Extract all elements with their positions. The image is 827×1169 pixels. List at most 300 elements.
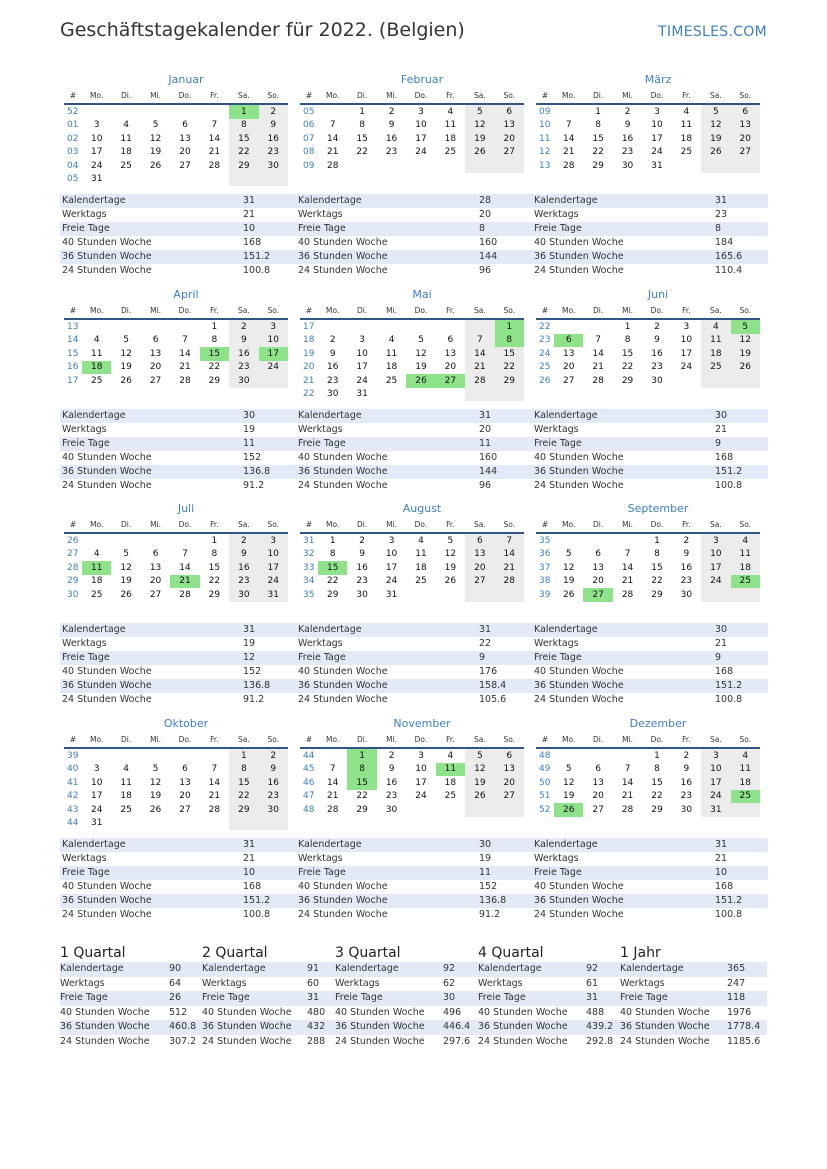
month-stats	[532, 623, 768, 707]
week-row	[64, 374, 288, 388]
week-number: 42	[67, 791, 79, 802]
day-cell: 1	[654, 750, 660, 761]
stat-value: 151.2	[715, 680, 743, 691]
stat-row	[296, 866, 532, 880]
weekday-header: #	[64, 732, 82, 748]
day-cell	[554, 533, 583, 548]
day-cell: 15	[356, 133, 368, 144]
stat-label: 36 Stunden Woche	[62, 466, 152, 477]
stat-row	[60, 908, 296, 922]
stat-row	[532, 623, 768, 637]
day-cell: 17	[701, 776, 730, 790]
weekday-header: Mi.	[377, 732, 406, 748]
brand-logo[interactable]: TIMESLES.COM	[658, 24, 767, 40]
stat-value: 110.4	[715, 265, 743, 276]
day-cell: 16	[621, 133, 634, 144]
summary-row	[620, 977, 767, 992]
stat-row	[296, 208, 532, 222]
week-number: 16	[67, 362, 79, 373]
summary-value: 432	[307, 1021, 326, 1033]
stat-row	[532, 880, 768, 894]
day-cell: 31	[356, 389, 368, 400]
stat-label: 40 Stunden Woche	[534, 237, 624, 248]
day-cell: 3	[388, 535, 395, 546]
week-row	[300, 588, 524, 602]
weekday-header: #	[300, 517, 318, 533]
month-stats	[296, 409, 532, 493]
day-cell	[229, 817, 258, 831]
day-cell: 18	[385, 362, 398, 373]
day-cell: 18	[731, 561, 760, 575]
weekday-header: Mi.	[377, 517, 406, 533]
day-cell: 22	[592, 147, 604, 158]
weekday-header: Sa.	[229, 517, 258, 533]
stat-label: 24 Stunden Woche	[62, 265, 152, 276]
day-cell: 27	[495, 146, 524, 160]
stat-value: 21	[243, 853, 256, 864]
day-cell: 18	[90, 576, 103, 587]
week-row	[300, 347, 524, 361]
day-cell: 17	[415, 777, 427, 788]
summary-row	[335, 977, 478, 992]
stat-row	[60, 838, 296, 852]
day-cell: 21	[208, 147, 221, 158]
month-calendar	[64, 71, 288, 186]
summary-label: 36 Stunden Woche	[620, 1021, 710, 1033]
week-row	[536, 561, 760, 575]
week-number: 11	[539, 133, 551, 144]
month-name: August	[402, 502, 442, 515]
day-cell: 4	[418, 535, 424, 546]
day-cell	[701, 159, 730, 173]
day-cell	[141, 104, 170, 119]
day-cell: 3	[701, 748, 730, 763]
stat-value: 20	[479, 209, 492, 220]
day-cell	[465, 588, 494, 602]
day-cell: 31	[701, 803, 730, 817]
day-cell: 18	[120, 791, 132, 802]
day-cell: 21	[495, 561, 524, 575]
day-cell: 16	[326, 362, 339, 373]
day-cell: 7	[211, 764, 218, 775]
week-row	[300, 104, 524, 119]
month-stats	[60, 838, 296, 922]
day-cell: 31	[90, 174, 103, 185]
day-cell: 19	[444, 562, 457, 573]
stat-row	[532, 866, 768, 880]
day-cell: 11	[731, 763, 760, 777]
week-number: 22	[539, 321, 551, 332]
day-cell: 28	[208, 160, 221, 171]
summary-label: 40 Stunden Woche	[335, 1006, 425, 1018]
month-stats	[296, 623, 532, 707]
stat-value: 22	[479, 638, 492, 649]
stat-row	[296, 693, 532, 707]
stat-label: Freie Tage	[62, 438, 110, 449]
day-cell: 13	[179, 777, 191, 788]
day-cell: 4	[447, 750, 454, 761]
stat-value: 96	[479, 480, 492, 491]
day-cell: 22	[208, 576, 221, 587]
summary-value: 512	[169, 1006, 188, 1018]
week-number: 26	[67, 535, 79, 546]
weekday-header: Mo.	[318, 517, 347, 533]
day-cell: 13	[444, 348, 457, 359]
stat-row	[296, 423, 532, 437]
stat-row	[532, 838, 768, 852]
stat-row	[60, 465, 296, 479]
day-cell: 28	[326, 160, 339, 171]
day-cell	[141, 817, 170, 831]
summary-row	[202, 1020, 335, 1035]
weekday-header: Mo.	[318, 303, 347, 319]
weekday-header: Sa.	[229, 732, 258, 748]
day-cell	[111, 533, 140, 548]
stat-row	[532, 465, 768, 479]
summary-value: 91	[307, 963, 320, 974]
stat-label: Kalendertage	[62, 624, 126, 635]
day-cell: 17	[680, 348, 693, 359]
day-cell: 1	[595, 106, 601, 117]
week-number: 45	[303, 764, 315, 775]
stat-label: Kalendertage	[298, 410, 362, 421]
stat-label: Werktags	[534, 853, 579, 864]
day-cell: 18	[680, 133, 693, 144]
stat-value: 31	[243, 839, 256, 850]
stat-value: 160	[479, 452, 498, 463]
holiday-cell: 18	[82, 361, 111, 375]
day-cell	[377, 388, 406, 402]
day-cell	[672, 374, 701, 388]
day-cell: 31	[651, 160, 663, 171]
day-cell: 28	[326, 804, 339, 815]
day-cell: 15	[229, 132, 258, 146]
week-number: 30	[67, 589, 79, 600]
day-cell: 24	[90, 804, 103, 815]
stat-value: 21	[243, 209, 256, 220]
stat-row	[296, 465, 532, 479]
day-cell: 2	[683, 535, 690, 546]
week-number: 44	[67, 818, 79, 829]
stat-row	[532, 908, 768, 922]
weekday-header: So.	[731, 517, 760, 533]
weekday-header: Sa.	[465, 303, 494, 319]
day-cell: 3	[359, 335, 365, 346]
holiday-cell: 11	[436, 763, 465, 777]
stat-label: Werktags	[62, 638, 107, 649]
stat-row	[60, 222, 296, 236]
week-number: 13	[67, 321, 79, 332]
weekday-header: Di.	[347, 303, 376, 319]
day-cell	[465, 159, 494, 173]
day-cell: 18	[444, 777, 457, 788]
day-cell: 13	[562, 348, 575, 359]
day-cell: 9	[683, 549, 690, 560]
week-number: 20	[303, 362, 315, 373]
stat-row	[532, 264, 768, 278]
day-cell: 9	[259, 763, 288, 777]
stat-row	[532, 437, 768, 451]
stat-label: 24 Stunden Woche	[298, 265, 388, 276]
month-calendar	[300, 500, 524, 602]
stat-label: 36 Stunden Woche	[298, 466, 388, 477]
weekday-header: Do.	[406, 732, 435, 748]
summary-row	[478, 991, 620, 1006]
week-number: 52	[539, 804, 551, 815]
day-cell: 23	[326, 375, 339, 386]
day-cell: 10	[259, 548, 288, 562]
day-cell: 6	[731, 104, 760, 119]
stat-row	[60, 194, 296, 208]
stat-label: 24 Stunden Woche	[534, 694, 624, 705]
day-cell: 28	[495, 575, 524, 589]
month-name: Dezember	[629, 717, 687, 730]
day-cell: 8	[211, 335, 218, 346]
stat-value: 31	[243, 195, 256, 206]
weekday-header: Mo.	[554, 732, 583, 748]
stat-value: 168	[715, 452, 734, 463]
stat-value: 151.2	[715, 895, 743, 906]
stat-row	[532, 409, 768, 423]
stat-row	[532, 894, 768, 908]
day-cell: 13	[592, 562, 604, 573]
stat-value: 11	[479, 867, 492, 878]
day-cell: 29	[326, 589, 339, 600]
day-cell	[82, 104, 111, 119]
stat-value: 152	[479, 881, 498, 892]
day-cell: 8	[654, 549, 660, 560]
weekday-header: Do.	[170, 517, 199, 533]
summary-label: 24 Stunden Woche	[620, 1035, 710, 1047]
day-cell	[495, 588, 524, 602]
day-cell	[583, 319, 612, 334]
month-calendar	[300, 715, 524, 817]
day-cell: 3	[418, 750, 424, 761]
month-stats	[296, 838, 532, 922]
day-cell: 29	[229, 803, 258, 817]
day-cell	[111, 748, 140, 763]
stat-label: Werktags	[298, 638, 343, 649]
stat-value: 151.2	[243, 895, 271, 906]
month-stats	[60, 194, 296, 278]
week-number: 19	[303, 348, 315, 359]
day-cell: 15	[229, 776, 258, 790]
stat-row	[532, 236, 768, 250]
stat-value: 136.8	[243, 466, 271, 477]
stat-label: Kalendertage	[62, 195, 126, 206]
day-cell: 24	[415, 147, 427, 158]
month-name: Januar	[168, 73, 204, 86]
day-cell: 3	[93, 120, 100, 131]
day-cell	[82, 748, 111, 763]
stat-value: 20	[479, 424, 492, 435]
day-cell: 14	[326, 777, 339, 788]
week-row	[64, 748, 288, 763]
summary-value: 292.8	[586, 1035, 614, 1047]
stat-value: 31	[479, 624, 492, 635]
summary-label: 40 Stunden Woche	[60, 1006, 150, 1018]
week-row	[536, 374, 760, 388]
stat-value: 9	[715, 652, 722, 663]
weekday-header: Do.	[406, 517, 435, 533]
day-cell: 3	[259, 533, 288, 548]
stat-value: 165.6	[715, 251, 743, 262]
week-number: 02	[67, 133, 79, 144]
day-cell: 23	[229, 361, 258, 375]
week-number: 26	[539, 375, 551, 386]
weekday-header: So.	[495, 732, 524, 748]
weekday-header: Mo.	[554, 88, 583, 104]
stat-row	[532, 222, 768, 236]
stat-label: Freie Tage	[534, 438, 582, 449]
weekday-header: Fr.	[436, 88, 465, 104]
day-cell: 22	[229, 790, 258, 804]
day-cell	[200, 104, 229, 119]
summary-label: 24 Stunden Woche	[202, 1035, 292, 1047]
day-cell	[701, 374, 730, 388]
stat-label: Freie Tage	[62, 867, 110, 878]
week-row	[300, 776, 524, 790]
stat-label: Kalendertage	[62, 839, 126, 850]
day-cell: 17	[415, 133, 427, 144]
day-cell: 21	[562, 147, 575, 158]
weekday-header: Di.	[583, 303, 612, 319]
holiday-cell: 6	[554, 334, 583, 348]
weekday-header: Fr.	[200, 732, 229, 748]
week-row	[64, 790, 288, 804]
day-cell: 23	[680, 576, 693, 587]
day-cell: 23	[356, 576, 368, 587]
holiday-cell: 8	[495, 334, 524, 348]
day-cell: 2	[259, 748, 288, 763]
week-row	[300, 575, 524, 589]
stat-label: Kalendertage	[298, 195, 362, 206]
week-number: 46	[303, 777, 315, 788]
weekday-header: Fr.	[200, 517, 229, 533]
day-cell: 9	[259, 119, 288, 133]
summary-label: Freie Tage	[60, 992, 108, 1004]
stat-label: 24 Stunden Woche	[534, 480, 624, 491]
day-cell: 30	[385, 804, 398, 815]
stat-value: 96	[479, 265, 492, 276]
day-cell	[406, 319, 435, 334]
summary-block	[202, 944, 335, 1050]
day-cell: 9	[329, 348, 336, 359]
stat-label: Werktags	[62, 853, 107, 864]
stat-label: 24 Stunden Woche	[62, 909, 152, 920]
summary-row	[335, 1006, 478, 1021]
day-cell: 13	[465, 548, 494, 562]
weekday-header: Mi.	[141, 303, 170, 319]
day-cell: 10	[701, 548, 730, 562]
day-cell: 30	[680, 589, 693, 600]
summary-row	[478, 1035, 620, 1050]
summary-label: Freie Tage	[478, 992, 526, 1004]
week-row	[300, 763, 524, 777]
stat-label: 36 Stunden Woche	[62, 251, 152, 262]
day-cell: 5	[418, 335, 424, 346]
summary-row	[60, 1035, 202, 1050]
stat-row	[60, 693, 296, 707]
day-cell	[436, 803, 465, 817]
summary-value: 92	[443, 963, 456, 974]
day-cell	[731, 588, 760, 602]
stat-value: 184	[715, 237, 734, 248]
weekday-header: Sa.	[465, 732, 494, 748]
day-cell: 8	[211, 549, 218, 560]
day-cell	[170, 533, 199, 548]
stat-row	[60, 679, 296, 693]
stat-label: 36 Stunden Woche	[534, 895, 624, 906]
weekday-header: Di.	[111, 517, 140, 533]
week-number: 06	[303, 120, 315, 131]
summary-value: 1778.4	[727, 1021, 761, 1033]
day-cell: 10	[385, 549, 398, 560]
summary-label: Werktags	[202, 977, 247, 989]
day-cell	[495, 159, 524, 173]
day-cell: 29	[651, 589, 663, 600]
day-cell: 14	[208, 133, 221, 144]
day-cell: 28	[621, 589, 634, 600]
day-cell: 19	[562, 791, 575, 802]
week-row	[64, 776, 288, 790]
day-cell: 22	[356, 791, 368, 802]
weekday-header: So.	[495, 88, 524, 104]
summary-value: 61	[586, 977, 599, 989]
weekday-header: So.	[731, 303, 760, 319]
stat-label: Freie Tage	[534, 652, 582, 663]
summary-label: 36 Stunden Woche	[60, 1021, 150, 1033]
summary-label: 24 Stunden Woche	[478, 1035, 568, 1047]
day-cell: 21	[465, 361, 494, 375]
summary-label: Kalendertage	[202, 963, 266, 974]
week-row	[64, 104, 288, 119]
day-cell: 9	[683, 764, 690, 775]
stat-row	[296, 264, 532, 278]
stat-value: 8	[715, 223, 722, 234]
summary-row	[202, 962, 335, 977]
week-row	[536, 748, 760, 763]
week-number: 27	[67, 549, 79, 560]
summary-value: 307.2	[169, 1035, 197, 1047]
stat-row	[296, 679, 532, 693]
stat-value: 152	[243, 666, 262, 677]
day-cell	[731, 374, 760, 388]
weekday-header: Fr.	[200, 88, 229, 104]
day-cell: 28	[562, 160, 575, 171]
summary-row	[620, 1006, 767, 1021]
stat-row	[60, 880, 296, 894]
month-name: Juli	[177, 502, 195, 515]
summary-value: 1976	[727, 1006, 752, 1018]
week-number: 34	[303, 576, 315, 587]
month-stats	[60, 623, 296, 707]
day-cell: 31	[259, 588, 288, 602]
stat-row	[532, 693, 768, 707]
day-cell: 7	[624, 549, 631, 560]
day-cell: 14	[326, 133, 339, 144]
stat-row	[60, 852, 296, 866]
day-cell: 19	[731, 347, 760, 361]
week-row	[300, 159, 524, 173]
day-cell	[82, 533, 111, 548]
stat-value: 168	[243, 881, 262, 892]
day-cell: 7	[624, 764, 631, 775]
summary-label: Kalendertage	[60, 963, 124, 974]
stat-row	[532, 665, 768, 679]
day-cell: 12	[731, 334, 760, 348]
day-cell: 22	[495, 361, 524, 375]
